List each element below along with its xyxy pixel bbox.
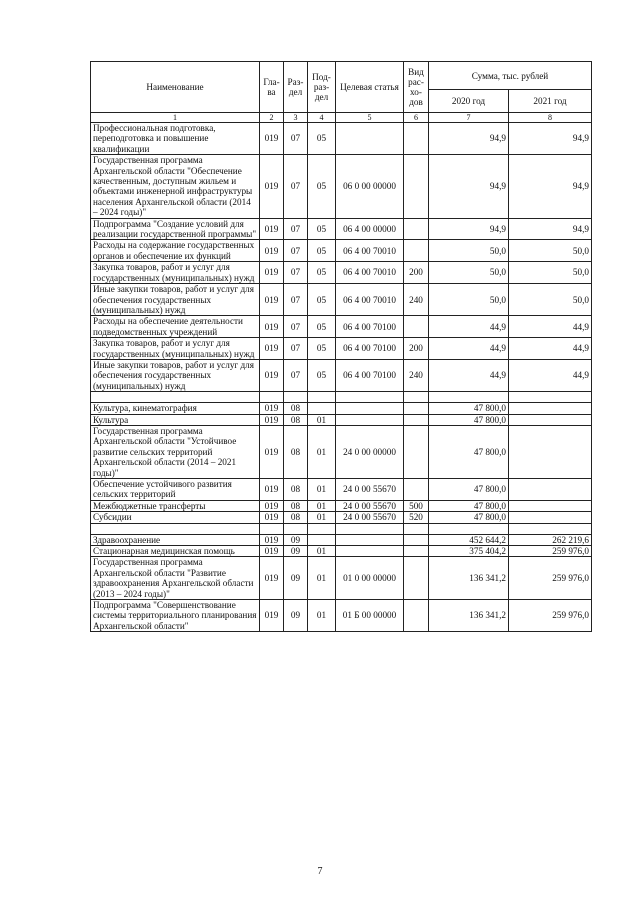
row-sum-2020: 94,9 <box>429 218 509 240</box>
row-target: 24 0 00 55670 <box>336 479 404 501</box>
row-name: Культура <box>91 414 260 425</box>
empty-cell <box>91 523 260 534</box>
row-target: 06 4 00 00000 <box>336 218 404 240</box>
row-chapter: 019 <box>260 403 284 414</box>
empty-cell <box>284 392 308 403</box>
row-target: 24 0 00 55670 <box>336 512 404 523</box>
row-expense-type <box>404 316 429 338</box>
row-sum-2020: 50,0 <box>429 240 509 262</box>
empty-cell <box>429 392 509 403</box>
row-section: 08 <box>284 500 308 511</box>
row-section: 08 <box>284 403 308 414</box>
row-name: Государственная программа Архангельской области "Развитие здравоохранения Архангельской области (2013 – 2024 годы)" <box>91 557 260 600</box>
row-sum-2021: 44,9 <box>509 338 592 360</box>
row-section: 07 <box>284 338 308 360</box>
table-row <box>91 479 592 501</box>
header-target: Целевая статья <box>336 62 404 113</box>
row-subsection: 01 <box>308 557 336 600</box>
row-subsection: 05 <box>308 218 336 240</box>
table-row <box>91 512 592 523</box>
row-sum-2021: 50,0 <box>509 240 592 262</box>
table-row <box>91 600 592 632</box>
row-sum-2021: 94,9 <box>509 218 592 240</box>
row-sum-2020: 375 404,2 <box>429 546 509 557</box>
row-sum-2020: 47 800,0 <box>429 403 509 414</box>
empty-cell <box>509 392 592 403</box>
table-row <box>91 534 592 545</box>
table-row <box>91 123 592 155</box>
column-numbers-row <box>91 113 592 123</box>
empty-cell <box>336 392 404 403</box>
row-subsection: 01 <box>308 414 336 425</box>
row-section: 07 <box>284 123 308 155</box>
row-sum-2021: 259 976,0 <box>509 546 592 557</box>
row-sum-2021: 50,0 <box>509 262 592 284</box>
row-target: 24 0 00 55670 <box>336 500 404 511</box>
row-sum-2021 <box>509 500 592 511</box>
row-expense-type <box>404 155 429 218</box>
row-expense-type <box>404 403 429 414</box>
row-sum-2020: 94,9 <box>429 155 509 218</box>
row-name: Обеспечение устойчивого развития сельских территорий <box>91 479 260 501</box>
empty-cell <box>91 392 260 403</box>
row-sum-2020: 47 800,0 <box>429 512 509 523</box>
row-expense-type: 500 <box>404 500 429 511</box>
row-section: 08 <box>284 512 308 523</box>
row-target: 06 0 00 00000 <box>336 155 404 218</box>
row-sum-2020: 452 644,2 <box>429 534 509 545</box>
row-sum-2021: 259 976,0 <box>509 557 592 600</box>
row-subsection: 05 <box>308 359 336 391</box>
row-subsection: 01 <box>308 425 336 478</box>
empty-cell <box>404 392 429 403</box>
row-section: 07 <box>284 262 308 284</box>
row-sum-2021 <box>509 479 592 501</box>
row-expense-type <box>404 123 429 155</box>
row-name: Закупка товаров, работ и услуг для государственных (муниципальных) нужд <box>91 338 260 360</box>
row-target: 06 4 00 70100 <box>336 316 404 338</box>
row-expense-type: 200 <box>404 262 429 284</box>
column-number: 4 <box>308 113 336 123</box>
empty-cell <box>509 523 592 534</box>
row-section: 07 <box>284 359 308 391</box>
empty-cell <box>429 523 509 534</box>
row-name: Подпрограмма "Совершенствование системы территориального планирования Архангельской области" <box>91 600 260 632</box>
row-sum-2020: 94,9 <box>429 123 509 155</box>
row-expense-type <box>404 218 429 240</box>
table-row <box>91 218 592 240</box>
row-sum-2020: 44,9 <box>429 359 509 391</box>
row-target <box>336 403 404 414</box>
row-subsection: 01 <box>308 500 336 511</box>
row-section: 08 <box>284 414 308 425</box>
column-number: 5 <box>336 113 404 123</box>
row-name: Закупка товаров, работ и услуг для государственных (муниципальных) нужд <box>91 262 260 284</box>
row-subsection <box>308 534 336 545</box>
row-name: Расходы на содержание государственных органов и обеспечение их функций <box>91 240 260 262</box>
row-expense-type <box>404 240 429 262</box>
row-chapter: 019 <box>260 479 284 501</box>
row-subsection: 05 <box>308 123 336 155</box>
row-name: Иные закупки товаров, работ и услуг для обеспечения государственных (муниципальных) нужд <box>91 359 260 391</box>
row-chapter: 019 <box>260 262 284 284</box>
row-subsection: 01 <box>308 546 336 557</box>
row-subsection: 01 <box>308 600 336 632</box>
row-chapter: 019 <box>260 155 284 218</box>
row-expense-type: 520 <box>404 512 429 523</box>
row-chapter: 019 <box>260 316 284 338</box>
column-number: 7 <box>429 113 509 123</box>
row-sum-2020: 44,9 <box>429 316 509 338</box>
column-number: 2 <box>260 113 284 123</box>
row-chapter: 019 <box>260 218 284 240</box>
row-sum-2021: 262 219,6 <box>509 534 592 545</box>
table-row <box>91 240 592 262</box>
row-name: Здравоохранение <box>91 534 260 545</box>
row-chapter: 019 <box>260 123 284 155</box>
row-target: 06 4 00 70100 <box>336 338 404 360</box>
row-target <box>336 123 404 155</box>
column-number: 3 <box>284 113 308 123</box>
table-row <box>91 500 592 511</box>
row-name: Субсидии <box>91 512 260 523</box>
row-sum-2021: 44,9 <box>509 359 592 391</box>
row-chapter: 019 <box>260 359 284 391</box>
table-row <box>91 316 592 338</box>
row-sum-2021 <box>509 414 592 425</box>
row-subsection: 01 <box>308 479 336 501</box>
header-expense-type: Вид рас-хо-дов <box>404 62 429 113</box>
row-subsection: 05 <box>308 240 336 262</box>
column-number: 6 <box>404 113 429 123</box>
row-expense-type <box>404 425 429 478</box>
row-expense-type: 200 <box>404 338 429 360</box>
row-sum-2020: 44,9 <box>429 338 509 360</box>
row-chapter: 019 <box>260 425 284 478</box>
row-chapter: 019 <box>260 338 284 360</box>
row-name: Государственная программа Архангельской области "Устойчивое развитие сельских территорий Архангельской области (2014 – 2021 годы)" <box>91 425 260 478</box>
row-expense-type <box>404 557 429 600</box>
row-chapter: 019 <box>260 500 284 511</box>
row-expense-type <box>404 546 429 557</box>
row-section: 07 <box>284 218 308 240</box>
row-name: Культура, кинематография <box>91 403 260 414</box>
header-section: Раз-дел <box>284 62 308 113</box>
row-name: Подпрограмма "Создание условий для реализации государственной программы" <box>91 218 260 240</box>
table-header <box>91 62 592 123</box>
column-number: 8 <box>509 113 592 123</box>
row-sum-2021 <box>509 512 592 523</box>
table-row <box>91 359 592 391</box>
empty-cell <box>284 523 308 534</box>
header-chapter: Гла-ва <box>260 62 284 113</box>
header-sum: Сумма, тыс. рублей <box>429 62 592 90</box>
empty-cell <box>260 392 284 403</box>
row-sum-2021 <box>509 403 592 414</box>
row-subsection: 05 <box>308 155 336 218</box>
row-chapter: 019 <box>260 600 284 632</box>
row-sum-2021: 94,9 <box>509 155 592 218</box>
row-section: 07 <box>284 316 308 338</box>
row-section: 08 <box>284 425 308 478</box>
row-target: 06 4 00 70100 <box>336 359 404 391</box>
row-expense-type <box>404 479 429 501</box>
row-subsection: 01 <box>308 512 336 523</box>
row-sum-2020: 50,0 <box>429 284 509 316</box>
row-name: Межбюджетные трансферты <box>91 500 260 511</box>
row-section: 07 <box>284 284 308 316</box>
empty-cell <box>260 523 284 534</box>
row-target: 06 4 00 70010 <box>336 262 404 284</box>
row-chapter: 019 <box>260 284 284 316</box>
header-name: Наименование <box>91 62 260 113</box>
page-number: 7 <box>317 866 323 877</box>
row-sum-2021: 259 976,0 <box>509 600 592 632</box>
row-sum-2020: 136 341,2 <box>429 557 509 600</box>
row-chapter: 019 <box>260 534 284 545</box>
row-sum-2021: 44,9 <box>509 316 592 338</box>
row-sum-2020: 47 800,0 <box>429 479 509 501</box>
row-name: Иные закупки товаров, работ и услуг для обеспечения государственных (муниципальных) нужд <box>91 284 260 316</box>
row-subsection: 05 <box>308 316 336 338</box>
row-sum-2021 <box>509 425 592 478</box>
table-row <box>91 284 592 316</box>
empty-cell <box>336 523 404 534</box>
header-year-2021: 2021 год <box>509 90 592 113</box>
row-target: 06 4 00 70010 <box>336 284 404 316</box>
table-row <box>91 414 592 425</box>
row-name: Стационарная медицинская помощь <box>91 546 260 557</box>
table-row <box>91 338 592 360</box>
row-section: 08 <box>284 479 308 501</box>
spacer-row <box>91 523 592 534</box>
row-sum-2021: 94,9 <box>509 123 592 155</box>
row-chapter: 019 <box>260 546 284 557</box>
row-chapter: 019 <box>260 240 284 262</box>
row-expense-type: 240 <box>404 359 429 391</box>
row-target: 01 Б 00 00000 <box>336 600 404 632</box>
table-body <box>91 123 592 632</box>
table-row <box>91 425 592 478</box>
row-section: 07 <box>284 240 308 262</box>
row-sum-2020: 47 800,0 <box>429 500 509 511</box>
row-target: 06 4 00 70010 <box>336 240 404 262</box>
table-row <box>91 557 592 600</box>
row-sum-2020: 47 800,0 <box>429 425 509 478</box>
row-target <box>336 546 404 557</box>
row-sum-2020: 136 341,2 <box>429 600 509 632</box>
row-subsection: 05 <box>308 338 336 360</box>
table-row <box>91 262 592 284</box>
row-chapter: 019 <box>260 557 284 600</box>
row-expense-type <box>404 600 429 632</box>
row-sum-2020: 47 800,0 <box>429 414 509 425</box>
row-target: 24 0 00 00000 <box>336 425 404 478</box>
row-name: Государственная программа Архангельской области "Обеспечение качественным, доступным жильем и объектами инженерной инфраструктуры населения Архангельской области (2014 – 2024 годы)" <box>91 155 260 218</box>
row-chapter: 019 <box>260 414 284 425</box>
budget-table <box>90 61 592 632</box>
row-section: 09 <box>284 546 308 557</box>
row-section: 09 <box>284 600 308 632</box>
row-target: 01 0 00 00000 <box>336 557 404 600</box>
row-expense-type <box>404 534 429 545</box>
table-row <box>91 546 592 557</box>
row-sum-2020: 50,0 <box>429 262 509 284</box>
spacer-row <box>91 392 592 403</box>
row-expense-type <box>404 414 429 425</box>
row-name: Расходы на обеспечение деятельности подведомственных учреждений <box>91 316 260 338</box>
row-section: 09 <box>284 534 308 545</box>
header-subsection: Под-раз-дел <box>308 62 336 113</box>
row-subsection: 05 <box>308 284 336 316</box>
row-section: 07 <box>284 155 308 218</box>
empty-cell <box>308 523 336 534</box>
column-number: 1 <box>91 113 260 123</box>
row-subsection <box>308 403 336 414</box>
row-target <box>336 534 404 545</box>
row-expense-type: 240 <box>404 284 429 316</box>
table-row <box>91 155 592 218</box>
row-name: Профессиональная подготовка, переподготовка и повышение квалификации <box>91 123 260 155</box>
table-row <box>91 403 592 414</box>
empty-cell <box>404 523 429 534</box>
row-sum-2021: 50,0 <box>509 284 592 316</box>
row-subsection: 05 <box>308 262 336 284</box>
row-section: 09 <box>284 557 308 600</box>
empty-cell <box>308 392 336 403</box>
header-year-2020: 2020 год <box>429 90 509 113</box>
row-target <box>336 414 404 425</box>
row-chapter: 019 <box>260 512 284 523</box>
